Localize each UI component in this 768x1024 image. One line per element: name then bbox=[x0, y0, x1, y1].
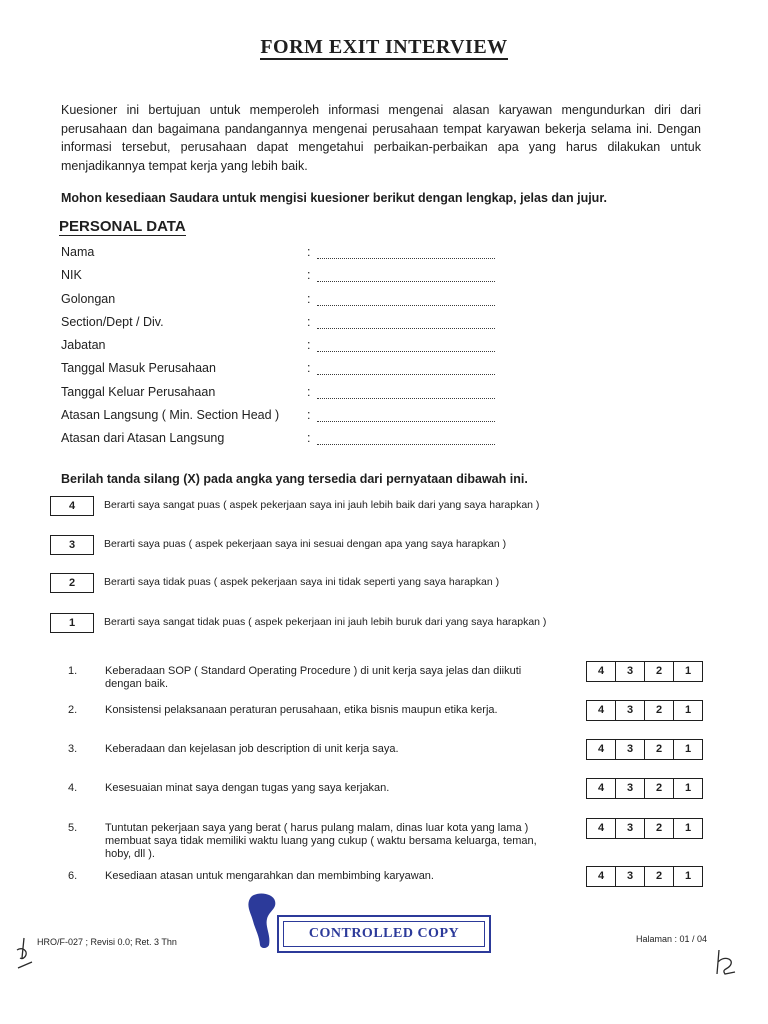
rating-option-3[interactable]: 3 bbox=[616, 701, 645, 720]
field-colon: : bbox=[307, 292, 311, 306]
field-label: Section/Dept / Div. bbox=[61, 315, 164, 329]
question-text: Kesesuaian minat saya dengan tugas yang saya kerjakan. bbox=[105, 782, 390, 794]
fill-in-line[interactable] bbox=[317, 254, 495, 259]
question-text: Keberadaan dan kejelasan job description di unit kerja saya. bbox=[105, 743, 399, 755]
initials-mark-icon bbox=[713, 948, 739, 978]
personal-data-heading: PERSONAL DATA bbox=[59, 218, 186, 235]
question-number: 6. bbox=[68, 870, 78, 882]
personal-data-row[interactable] bbox=[61, 361, 541, 381]
rating-scale bbox=[586, 866, 703, 887]
rating-option-1[interactable]: 1 bbox=[684, 704, 692, 716]
question-text: Keberadaan SOP ( Standard Operating Procedure ) di unit kerja saya jelas dan diikuti dengan baik. bbox=[105, 665, 522, 690]
legend-text: Berarti saya sangat puas ( aspek pekerjaan saya ini jauh lebih baik dari yang saya harapkan ) bbox=[104, 499, 540, 511]
fill-in-line[interactable] bbox=[317, 370, 495, 375]
rating-scale bbox=[586, 778, 703, 799]
request-text: Mohon kesediaan Saudara untuk mengisi kuesioner berikut dengan lengkap, jelas dan jujur. bbox=[61, 191, 607, 205]
personal-data-row[interactable] bbox=[61, 268, 541, 288]
fill-in-line[interactable] bbox=[317, 301, 495, 306]
field-label: Tanggal Keluar Perusahaan bbox=[61, 385, 216, 399]
field-colon: : bbox=[307, 315, 311, 329]
rating-option-2[interactable]: 2 bbox=[645, 779, 674, 798]
rating-option-1[interactable]: 1 bbox=[684, 822, 692, 834]
rating-option-4[interactable]: 4 bbox=[587, 867, 616, 886]
legend-score-box: 4 bbox=[50, 496, 94, 516]
rating-option-3[interactable]: 3 bbox=[616, 867, 645, 886]
rating-option-2[interactable]: 2 bbox=[645, 701, 674, 720]
field-colon: : bbox=[307, 268, 311, 282]
personal-data-row[interactable] bbox=[61, 385, 541, 405]
legend-text: Berarti saya tidak puas ( aspek pekerjaan saya ini tidak seperti yang saya harapkan ) bbox=[104, 576, 500, 588]
rating-option-3[interactable]: 3 bbox=[616, 819, 645, 838]
field-label: Atasan Langsung ( Min. Section Head ) bbox=[61, 408, 280, 422]
personal-data-row[interactable] bbox=[61, 292, 541, 312]
instruction-text: Berilah tanda silang (X) pada angka yang tersedia dari pernyataan dibawah ini. bbox=[61, 472, 528, 486]
personal-data-row[interactable] bbox=[61, 245, 541, 265]
page-number: Halaman : 01 / 04 bbox=[636, 934, 708, 944]
rating-option-3[interactable]: 3 bbox=[616, 740, 645, 759]
rating-scale bbox=[586, 739, 703, 760]
rating-option-2[interactable]: 2 bbox=[645, 740, 674, 759]
legend-row bbox=[50, 535, 650, 557]
rating-option-3[interactable]: 3 bbox=[616, 779, 645, 798]
legend-score-box: 3 bbox=[50, 535, 94, 555]
rating-option-2[interactable]: 2 bbox=[645, 819, 674, 838]
field-label: Atasan dari Atasan Langsung bbox=[61, 431, 225, 445]
field-colon: : bbox=[307, 338, 311, 352]
legend-score-box: 1 bbox=[50, 613, 94, 633]
fill-in-line[interactable] bbox=[317, 324, 495, 329]
field-label: Jabatan bbox=[61, 338, 106, 352]
rating-option-4[interactable]: 4 bbox=[587, 779, 616, 798]
question-number: 2. bbox=[68, 704, 78, 716]
rating-scale bbox=[586, 818, 703, 839]
fill-in-line[interactable] bbox=[317, 417, 495, 422]
rating-option-4[interactable]: 4 bbox=[587, 819, 616, 838]
controlled-copy-stamp bbox=[277, 915, 491, 953]
question-number: 4. bbox=[68, 782, 78, 794]
legend-text: Berarti saya sangat tidak puas ( aspek pekerjaan ini jauh lebih buruk dari yang saya harapkan ) bbox=[104, 616, 547, 628]
question-text: Konsistensi pelaksanaan peraturan perusahaan, etika bisnis maupun etika kerja. bbox=[105, 704, 498, 716]
field-colon: : bbox=[307, 385, 311, 399]
fill-in-line[interactable] bbox=[317, 440, 495, 445]
form-title: FORM EXIT INTERVIEW bbox=[260, 36, 508, 58]
stamp-label: CONTROLLED COPY bbox=[283, 921, 485, 947]
fill-in-line[interactable] bbox=[317, 394, 495, 399]
question-text: Tuntutan pekerjaan saya yang berat ( harus pulang malam, dinas luar kota yang lama ) membuat saya tidak memiliki waktu luang yang cukup ( waktu bersama keluarga, teman, hoby, dll ). bbox=[105, 822, 537, 860]
fill-in-line[interactable] bbox=[317, 347, 495, 352]
question-text: Kesediaan atasan untuk mengarahkan dan membimbing karyawan. bbox=[105, 870, 434, 882]
field-colon: : bbox=[307, 361, 311, 375]
field-label: Tanggal Masuk Perusahaan bbox=[61, 361, 216, 375]
intro-paragraph: Kuesioner ini bertujuan untuk memperoleh informasi mengenai alasan karyawan mengundurkan diri dari perusahaan dan bagaimana pandangannya mengenai perusahaan tempat karyawan bekerja selama ini. Dengan informasi tersebut, perusahaan dapat mengetahui perbaikan-perbaikan apa yang harus dilakukan untuk menjadikannya tempat kerja yang lebih baik. bbox=[61, 103, 701, 173]
rating-option-1[interactable]: 1 bbox=[684, 782, 692, 794]
legend-row bbox=[50, 613, 650, 635]
legend-row bbox=[50, 496, 650, 518]
personal-data-row[interactable] bbox=[61, 431, 541, 451]
legend-row bbox=[50, 573, 650, 595]
rating-option-2[interactable]: 2 bbox=[645, 867, 674, 886]
rating-option-2[interactable]: 2 bbox=[645, 662, 674, 681]
question-number: 3. bbox=[68, 743, 78, 755]
question-number: 5. bbox=[68, 822, 78, 834]
question-number: 1. bbox=[68, 665, 78, 677]
document-code: HRO/F-027 ; Revisi 0.0; Ret. 3 Thn bbox=[37, 937, 177, 947]
rating-option-1[interactable]: 1 bbox=[684, 743, 692, 755]
rating-option-1[interactable]: 1 bbox=[684, 665, 692, 677]
initials-mark-icon bbox=[14, 936, 36, 976]
field-label: NIK bbox=[61, 268, 82, 282]
fill-in-line[interactable] bbox=[317, 277, 495, 282]
legend-score-box: 2 bbox=[50, 573, 94, 593]
personal-data-row[interactable] bbox=[61, 338, 541, 358]
field-label: Nama bbox=[61, 245, 95, 259]
rating-option-4[interactable]: 4 bbox=[587, 662, 616, 681]
field-colon: : bbox=[307, 408, 311, 422]
field-label: Golongan bbox=[61, 292, 116, 306]
personal-data-row[interactable] bbox=[61, 408, 541, 428]
rating-option-3[interactable]: 3 bbox=[616, 662, 645, 681]
rating-option-4[interactable]: 4 bbox=[587, 740, 616, 759]
rating-scale bbox=[586, 661, 703, 682]
rating-scale bbox=[586, 700, 703, 721]
field-colon: : bbox=[307, 431, 311, 445]
personal-data-row[interactable] bbox=[61, 315, 541, 335]
field-colon: : bbox=[307, 245, 311, 259]
legend-text: Berarti saya puas ( aspek pekerjaan saya ini sesuai dengan apa yang saya harapkan ) bbox=[104, 538, 507, 550]
rating-option-4[interactable]: 4 bbox=[587, 701, 616, 720]
rating-option-1[interactable]: 1 bbox=[684, 870, 692, 882]
